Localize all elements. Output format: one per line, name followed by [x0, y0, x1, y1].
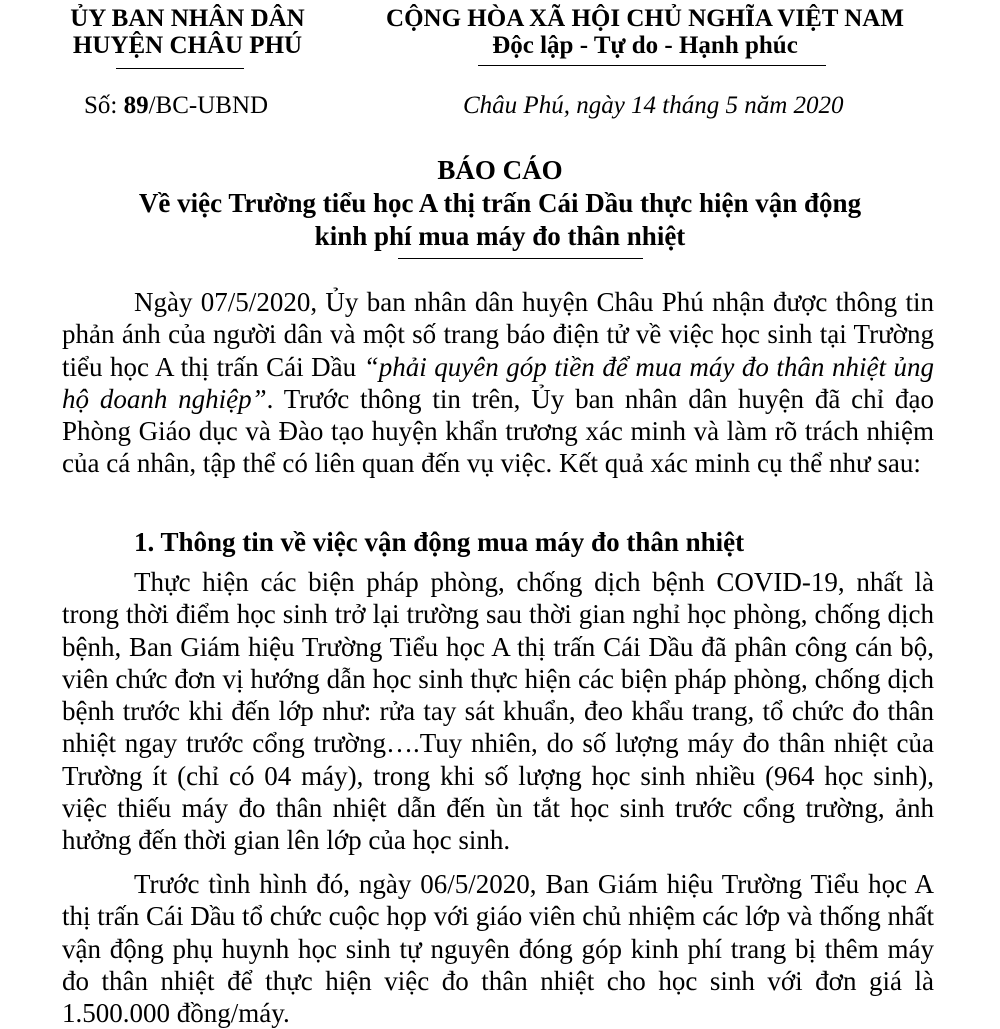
doc-number-suffix: /BC-UBND: [148, 92, 269, 119]
issuer-line-1: ỦY BAN NHÂN DÂN: [70, 5, 305, 32]
paragraph-section-1-a: Thực hiện các biện pháp phòng, chống dịch bệnh COVID-19, nhất là trong thời điểm học sinh trở lại trường sau thời gian nghỉ học phòng, chống dịch bệnh, Ban Giám hiệu Trường Tiểu học A thị trấn Cái Dầu đã phân công cán bộ, viên chức đơn vị hướng dẫn học sinh thực hiện các biện pháp phòng, chống dịch bệnh trước khi đến lớp như: rửa tay sát khuẩn, đeo khẩu trang, tổ chức đo thân nhiệt ngay trước cổng trường….Tuy nhiên, do số lượng máy đo thân nhiệt của Trường ít (chỉ có 04 máy), trong khi số lượng học sinh nhiều (964 học sinh), việc thiếu máy đo thân nhiệt dẫn đến ùn tắt học sinh trước cổng trường, ảnh hưởng đến thời gian lên lớp của học sinh.: [62, 567, 934, 856]
issuer-underline: [116, 68, 244, 69]
paragraph-intro-text-a: Ngày 07/5/2020, Ủy ban nhân dân huyện Châu Phú nhận được thông tin phản ánh của người dân và một số trang báo điện tử về việc học sinh tại Trường tiểu học A thị trấn Cái Dầu: [62, 287, 934, 382]
report-subject-line-1: Về việc Trường tiểu học A thị trấn Cái Dầu thực hiện vận động: [138, 188, 862, 218]
motto-underline: [478, 65, 826, 66]
paragraph-intro: [62, 286, 934, 480]
issuer-line-2: HUYỆN CHÂU PHÚ: [72, 32, 303, 59]
title-underline: [398, 258, 643, 259]
national-motto-block: [375, 5, 915, 59]
doc-number-value: 89: [123, 92, 149, 119]
doc-number-prefix: Số:: [84, 92, 124, 119]
place-date: Châu Phú, ngày 14 tháng 5 năm 2020: [463, 92, 844, 119]
national-title: CỘNG HÒA XÃ HỘI CHỦ NGHĨA VIỆT NAM: [386, 5, 904, 32]
issuer-block: [45, 5, 330, 59]
report-subject-line-2: kinh phí mua máy đo thân nhiệt: [314, 221, 686, 251]
paragraph-intro-quote: “phải quyên góp tiền để mua máy đo thân nhiệt ủng hộ doanh nghiệp”: [62, 351, 934, 414]
document-number: [84, 92, 268, 120]
paragraph-section-1-b: Trước tình hình đó, ngày 06/5/2020, Ban Giám hiệu Trường Tiểu học A thị trấn Cái Dầu tổ chức cuộc họp với giáo viên chủ nhiệm các lớp và thống nhất vận động phụ huynh học sinh tự nguyên đóng góp kinh phí trang bị thêm máy đo thân nhiệt để thực hiện việc đo thân nhiệt cho học sinh với đơn giá là 1.500.000 đồng/máy.: [62, 869, 934, 1029]
report-type: BÁO CÁO: [437, 155, 563, 185]
paragraph-intro-text-b: . Trước thông tin trên, Ủy ban nhân dân huyện đã chỉ đạo Phòng Giáo dục và Đào tạo huyện khẩn trương xác minh và làm rõ trách nhiệm của cá nhân, tập thể có liên quan đến vụ việc. Kết quả xác minh cụ thể như sau:: [62, 383, 934, 479]
national-motto: Độc lập - Tự do - Hạnh phúc: [492, 32, 798, 59]
section-1-heading: 1. Thông tin về việc vận động mua máy đo thân nhiệt: [134, 527, 745, 557]
